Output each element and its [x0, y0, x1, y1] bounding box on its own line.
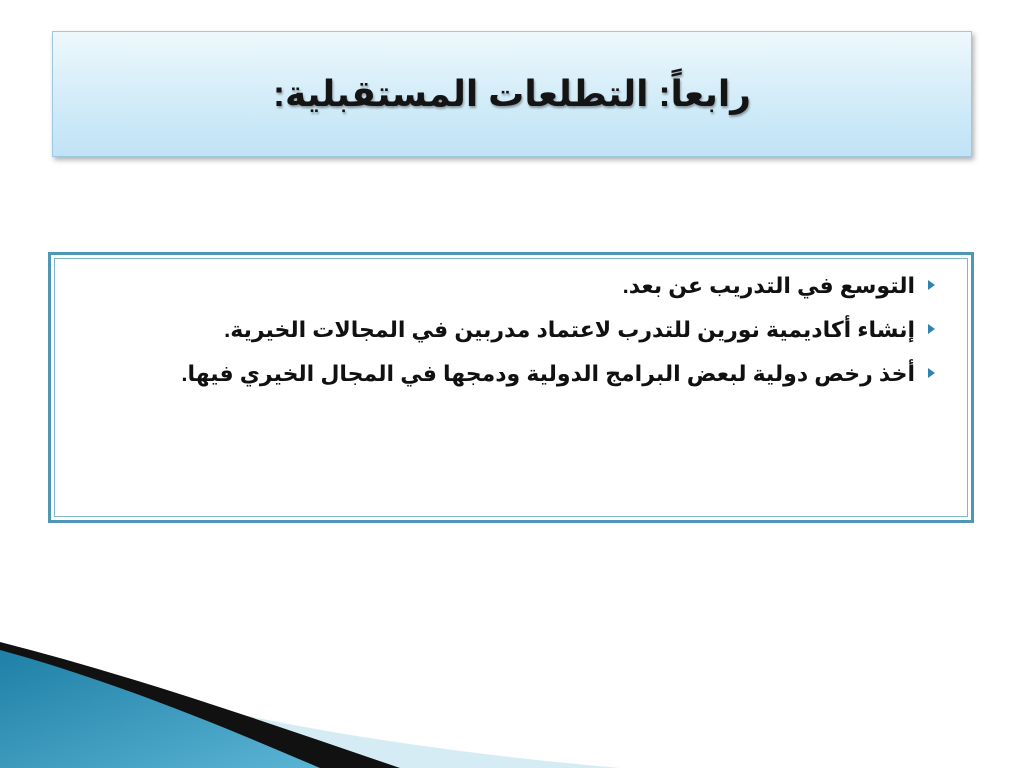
- bullet-triangle-icon: [928, 280, 935, 290]
- slide-title-box: [52, 31, 972, 157]
- bullet-triangle-icon: [928, 368, 935, 378]
- slide-title: رابعاً: التطلعات المستقبلية:: [273, 73, 751, 114]
- bullet-text: التوسع في التدريب عن بعد.: [622, 273, 915, 298]
- decorative-swoosh: [0, 620, 620, 768]
- swoosh-blue-band: [0, 650, 320, 768]
- bullet-item: [87, 359, 937, 389]
- bullet-text: إنشاء أكاديمية نورين للتدرب لاعتماد مدربين في المجالات الخيرية.: [224, 317, 915, 342]
- bullet-list: [87, 271, 937, 403]
- bullet-item: [87, 271, 937, 301]
- content-inner-border: [54, 258, 968, 517]
- bullet-text: أخذ رخص دولية لبعض البرامج الدولية ودمجها في المجال الخيري فيها.: [181, 361, 915, 386]
- bullet-triangle-icon: [928, 324, 935, 334]
- bullet-item: [87, 315, 937, 345]
- content-box: [48, 252, 974, 523]
